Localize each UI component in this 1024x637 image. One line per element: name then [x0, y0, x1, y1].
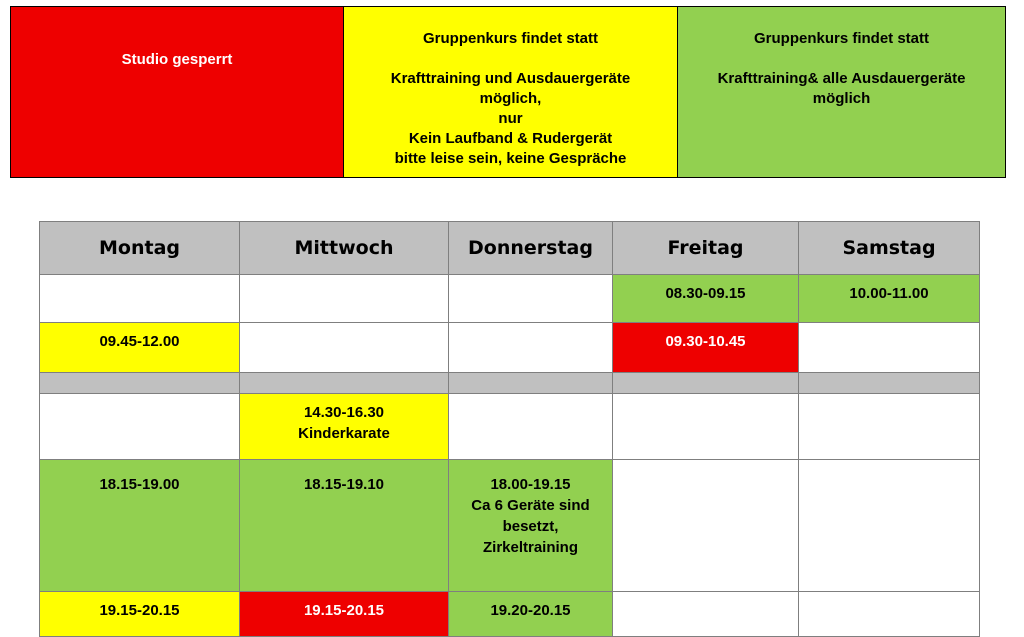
schedule-cell	[40, 373, 240, 394]
schedule-cell	[799, 592, 980, 637]
schedule-cell: 10.00-11.00	[799, 275, 980, 323]
schedule-cell	[240, 323, 449, 373]
schedule-cell	[799, 394, 980, 460]
schedule-cell	[40, 394, 240, 460]
schedule-cell	[40, 275, 240, 323]
schedule-table	[39, 221, 980, 637]
day-header-donnerstag: Donnerstag	[449, 222, 613, 275]
schedule-cell: 18.15-19.00	[40, 460, 240, 592]
day-header-freitag: Freitag	[613, 222, 799, 275]
schedule-cell: 09.45-12.00	[40, 323, 240, 373]
day-header-montag: Montag	[40, 222, 240, 275]
schedule-cell	[240, 275, 449, 323]
color-legend	[10, 6, 1006, 178]
day-header-samstag: Samstag	[799, 222, 980, 275]
schedule-cell	[799, 323, 980, 373]
schedule-cell: 19.20-20.15	[449, 592, 613, 637]
schedule-cell: 09.30-10.45	[613, 323, 799, 373]
schedule-cell	[799, 373, 980, 394]
schedule-cell	[799, 460, 980, 592]
table-row	[40, 592, 980, 637]
schedule-cell	[449, 373, 613, 394]
schedule-cell: 14.30-16.30 Kinderkarate	[240, 394, 449, 460]
table-row	[40, 394, 980, 460]
schedule-header-row	[40, 222, 980, 275]
legend-studio-closed: Studio gesperrt	[11, 7, 343, 177]
schedule-cell	[613, 373, 799, 394]
schedule-cell	[449, 394, 613, 460]
schedule-cell: 08.30-09.15	[613, 275, 799, 323]
schedule-cell	[613, 460, 799, 592]
table-row	[40, 323, 980, 373]
schedule-cell	[449, 323, 613, 373]
table-row	[40, 275, 980, 323]
schedule-cell: 18.15-19.10	[240, 460, 449, 592]
schedule-cell: 19.15-20.15	[40, 592, 240, 637]
schedule-cell: 18.00-19.15 Ca 6 Geräte sind besetzt, Zirkeltraining	[449, 460, 613, 592]
schedule-cell	[240, 373, 449, 394]
table-row	[40, 460, 980, 592]
day-header-mittwoch: Mittwoch	[240, 222, 449, 275]
legend-group-course-quiet: Gruppenkurs findet statt Krafttraining und Ausdauergeräte möglich, nur Kein Laufband & Rudergerät bitte leise sein, keine Gespräche	[343, 7, 677, 177]
schedule-cell	[613, 394, 799, 460]
schedule-cell: 19.15-20.15	[240, 592, 449, 637]
legend-group-course-all-equipment: Gruppenkurs findet statt Krafttraining& alle Ausdauergeräte möglich	[677, 7, 1005, 177]
table-row-divider	[40, 373, 980, 394]
schedule-cell	[613, 592, 799, 637]
schedule-cell	[449, 275, 613, 323]
